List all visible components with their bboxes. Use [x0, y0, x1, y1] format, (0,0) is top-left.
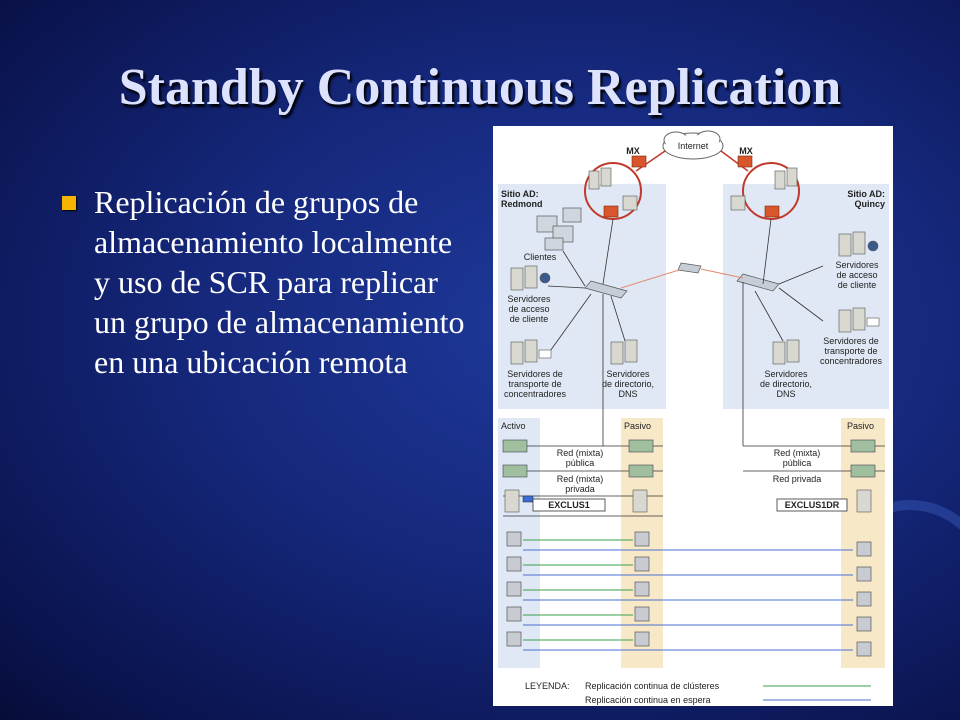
cluster-right-label: EXCLUS1DR: [784, 500, 840, 510]
dir-left-label: Servidores de directorio, DNS: [601, 369, 655, 399]
legend-title: LEYENDA:: [525, 681, 570, 691]
mx-left-label: MX: [626, 146, 640, 156]
database-icon: [507, 532, 871, 656]
cluster-left-label: EXCLUS1: [548, 500, 590, 510]
legend-scr-label: Replicación continua en espera: [585, 695, 711, 705]
mx-right-label: MX: [739, 146, 753, 156]
net-public-left-label: Red (mixta) pública: [556, 448, 604, 468]
bullet-list: [62, 182, 472, 382]
internet-label: Internet: [677, 141, 709, 151]
net-public-right-label: Red (mixta) pública: [773, 448, 821, 468]
cas-left-label: Servidores de acceso de cliente: [507, 294, 551, 324]
dir-right-label: Servidores de directorio, DNS: [759, 369, 813, 399]
site-quincy-label: Sitio AD: Quincy: [847, 189, 885, 209]
net-private-right-label: Red privada: [772, 474, 822, 484]
replication-lines: [523, 540, 853, 650]
slide-title: Standby Continuous Replication: [118, 59, 842, 116]
passive-right-label: Pasivo: [847, 421, 875, 431]
active-label: Activo: [501, 421, 526, 431]
site-redmond-label: Sitio AD: Redmond: [501, 189, 543, 209]
net-private-left-label: Red (mixta) privada: [556, 474, 604, 494]
passive-left-label: Pasivo: [624, 421, 652, 431]
scr-architecture-diagram: [493, 126, 893, 706]
clients-label: Clientes: [523, 252, 557, 262]
bullet-marker-icon: [62, 196, 76, 210]
hub-right-label: Servidores de transporte de concentradores: [819, 336, 883, 366]
diagram-drawing: [493, 126, 893, 706]
hub-left-label: Servidores de transporte de concentradores: [503, 369, 567, 399]
cas-right-label: Servidores de acceso de cliente: [835, 260, 879, 290]
bullet-text: Replicación de grupos de almacenamiento localmente y uso de SCR para replicar un grupo de almacenamiento en una ubicación remota: [94, 184, 465, 380]
legend-ccr-label: Replicación continua de clústeres: [585, 681, 720, 691]
